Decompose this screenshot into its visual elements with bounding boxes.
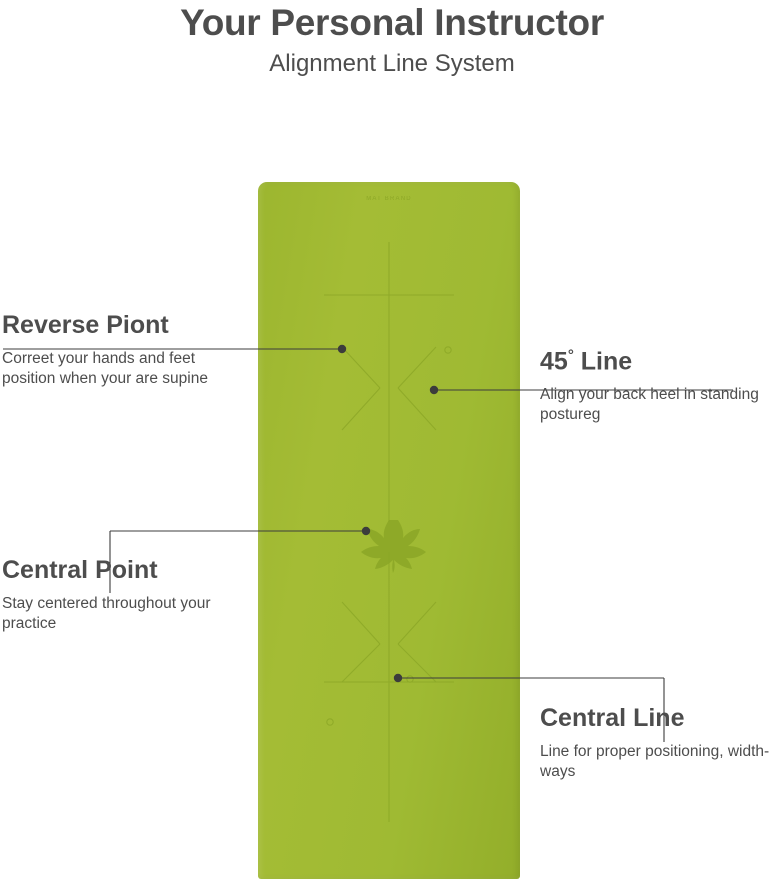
mat-alignment-lines xyxy=(258,182,520,879)
page-title: Your Personal Instructor xyxy=(180,2,604,43)
callout-title xyxy=(540,341,780,376)
degree-symbol: ° xyxy=(567,347,574,364)
callout-title-suffix: Line xyxy=(573,347,633,376)
yoga-mat-image xyxy=(258,182,520,879)
callout-description: Correet your hands and feet position when your are supine xyxy=(2,350,208,387)
page-subtitle: Alignment Line System xyxy=(269,50,515,77)
mat-brand-label: MAT BRAND xyxy=(366,196,412,202)
callout-description: Stay centered throughout your practice xyxy=(2,595,211,632)
lotus-emblem xyxy=(361,520,426,573)
callout-title: Central Line xyxy=(540,704,685,732)
callout-title: Reverse Piont xyxy=(2,311,169,339)
callout-title: Central Point xyxy=(2,556,158,584)
callout-45-line xyxy=(540,341,780,425)
header xyxy=(0,0,784,80)
callout-central-point xyxy=(2,555,252,634)
callout-title-number: 45 xyxy=(540,347,568,376)
callout-central-line xyxy=(540,703,784,782)
callout-description: Line for proper positioning, width-ways xyxy=(540,743,770,780)
callout-reverse-point xyxy=(2,310,232,389)
callout-description: Align your back heel in standing postureg xyxy=(540,386,759,424)
